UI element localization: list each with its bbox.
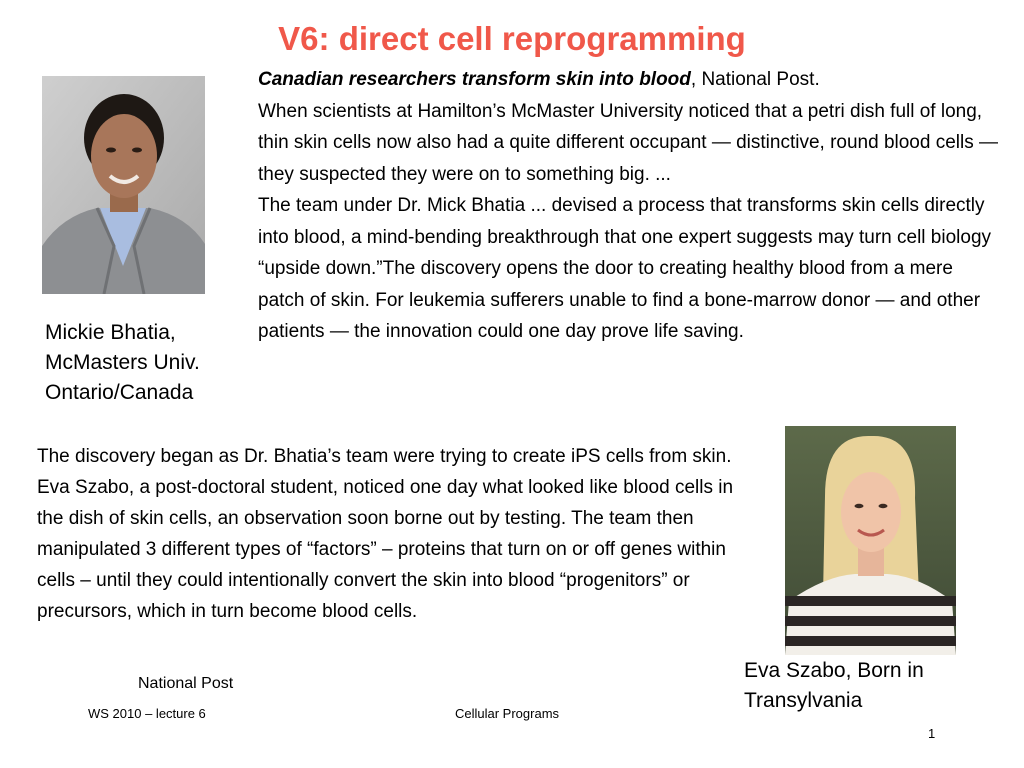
caption-line: Transylvania bbox=[744, 689, 863, 712]
caption-line: Ontario/Canada bbox=[45, 381, 194, 404]
article-headline: Canadian researchers transform skin into blood bbox=[258, 69, 691, 90]
portrait-photo-bhatia bbox=[42, 76, 205, 294]
footer-topic: Cellular Programs bbox=[455, 706, 560, 721]
caption-szabo bbox=[744, 656, 1004, 716]
story-source: National Post bbox=[138, 675, 234, 692]
caption-bhatia bbox=[45, 318, 245, 408]
news-article bbox=[258, 64, 998, 348]
article-headline-line bbox=[258, 64, 998, 96]
slide-title: V6: direct cell reprogramming bbox=[278, 20, 746, 57]
caption-line: McMasters Univ. bbox=[45, 351, 200, 374]
discovery-story bbox=[37, 441, 737, 627]
caption-line: Mickie Bhatia, bbox=[45, 321, 176, 344]
article-paragraph-2: The team under Dr. Mick Bhatia ... devised a process that transforms skin cells directly into blood, a mind-bending breakthrough that one expert suggests may turn cell biology “upside down.”The discovery opens the door to creating healthy blood from a mere patch of skin. For leukemia sufferers unable to find a bone-marrow donor — and other patients — the innovation could one day prove life saving. bbox=[258, 195, 992, 342]
page-number: 1 bbox=[928, 726, 936, 741]
footer-course: WS 2010 – lecture 6 bbox=[88, 706, 206, 721]
article-paragraph-1: When scientists at Hamilton’s McMaster University noticed that a petri dish full of long, thin skin cells now also had a quite different occupant — distinctive, round blood cells — they suspected they were on to something big. ... bbox=[258, 100, 999, 185]
article-source: , National Post. bbox=[690, 69, 820, 90]
story-text: The discovery began as Dr. Bhatia’s team were trying to create iPS cells from skin. Eva Szabo, a post-doctoral student, noticed one day what looked like blood cells in the dish of skin cells, an observation soon borne out by testing. The team then manipulated 3 different types of “factors” – proteins that turn on or off genes within cells – until they could intentionally convert the skin into blood “progenitors” or precursors, which in turn become blood cells. bbox=[37, 446, 734, 622]
caption-line: Eva Szabo, Born in bbox=[744, 659, 924, 682]
portrait-photo-szabo bbox=[785, 426, 956, 655]
